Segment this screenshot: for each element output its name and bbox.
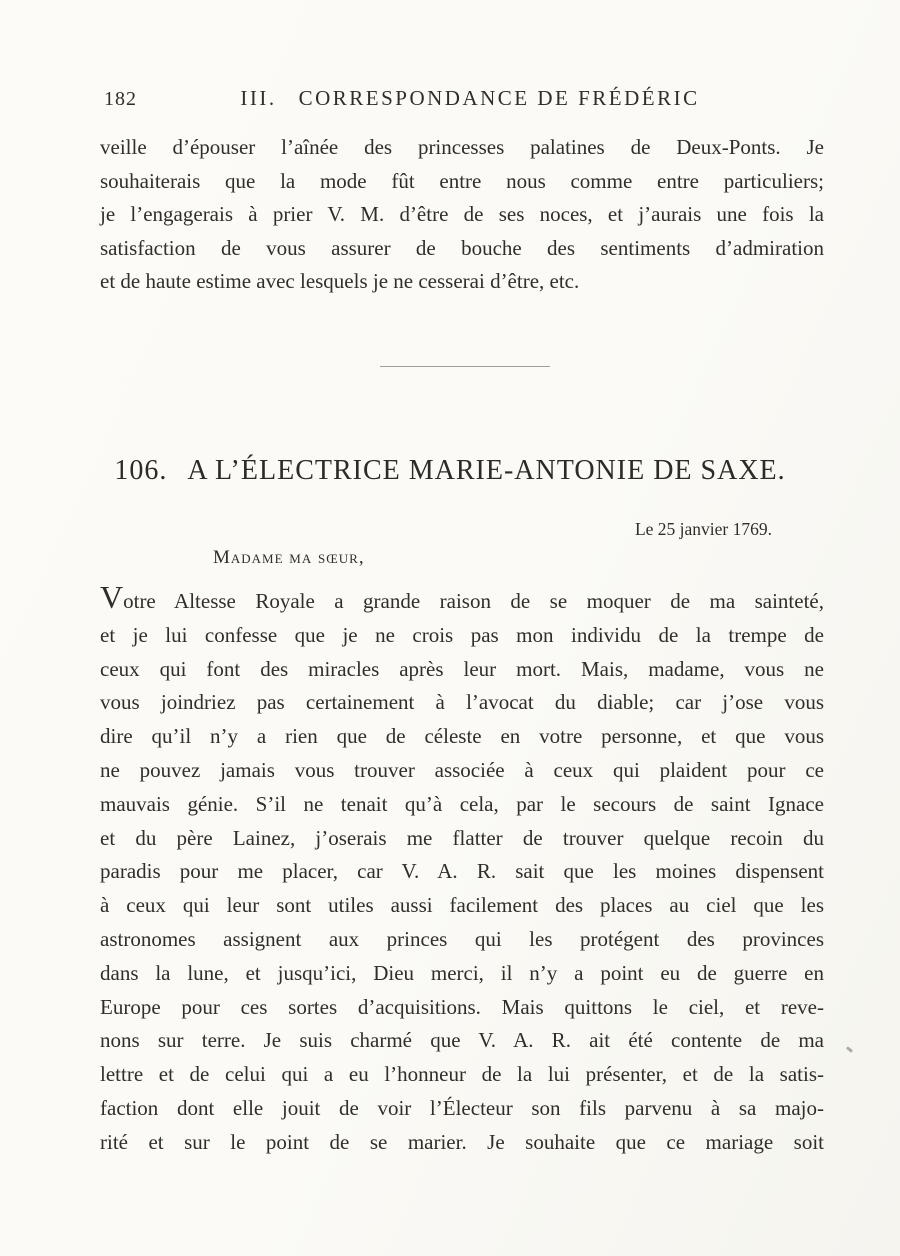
- letter-title: A L’ÉLECTRICE MARIE-ANTONIE DE SAXE.: [187, 455, 786, 486]
- text-line: Europe pour ces sortes d’acquisitions. Mais quittons le ciel, et reve-: [100, 994, 824, 1019]
- text-line: [100, 579, 824, 619]
- text-line: à ceux qui leur sont utiles aussi facilement des places au ciel que les: [100, 893, 824, 918]
- letter-salutation: Madame ma sœur,: [213, 547, 365, 568]
- text-line: et du père Lainez, j’oserais me flatter de trouver quelque recoin du: [100, 825, 824, 850]
- text-line: rité et sur le point de se marier. Je souhaite que ce mariage soit: [100, 1129, 824, 1154]
- text-line: souhaiterais que la mode fût entre nous comme entre particuliers;: [100, 168, 824, 193]
- text-line: mauvais génie. S’il ne tenait qu’à cela, par le secours de saint Ignace: [100, 791, 824, 816]
- previous-letter-closing: [100, 131, 824, 299]
- running-header: [0, 86, 900, 111]
- scan-artifact: [846, 1046, 853, 1053]
- text-line: dire qu’il n’y a rien que de céleste en votre personne, et que vous: [100, 724, 824, 749]
- text-line: dans la lune, et jusqu’ici, Dieu merci, il n’y a point eu de guerre en: [100, 960, 824, 985]
- letter-body: [100, 579, 824, 1160]
- text-line: ne pouvez jamais vous trouver associée à ceux qui plaident pour ce: [100, 757, 824, 782]
- first-line-text: otre Altesse Royale a grande raison de se moquer de ma sainteté,: [123, 589, 824, 613]
- text-line: veille d’épouser l’aînée des princesses palatines de Deux-Ponts. Je: [100, 135, 824, 159]
- text-line: lettre et de celui qui a eu l’honneur de la lui présenter, et de la satis-: [100, 1062, 824, 1087]
- running-header-title: CORRESPONDANCE DE FRÉDÉRIC: [298, 86, 700, 110]
- text-line: astronomes assignent aux princes qui les protégent des provinces: [100, 926, 824, 951]
- text-line: paradis pour me placer, car V. A. R. sait que les moines dispensent: [100, 859, 824, 884]
- section-divider-rule: [380, 366, 550, 367]
- drop-cap-initial: V: [100, 579, 124, 615]
- letter-date: Le 25 janvier 1769.: [634, 519, 772, 539]
- text-line: et je lui confesse que je ne crois pas mon individu de la trempe de: [100, 622, 824, 647]
- text-line: satisfaction de vous assurer de bouche des sentiments d’admiration: [100, 235, 824, 260]
- letter-number: 106.: [114, 455, 168, 486]
- text-line: et de haute estime avec lesquels je ne cesserai d’être, etc.: [100, 269, 580, 294]
- letter-heading: [0, 455, 900, 487]
- running-header-section: III.: [240, 86, 277, 110]
- text-line: faction dont elle jouit de voir l’Électeur son fils parvenu à sa majo-: [100, 1095, 824, 1120]
- text-line: je l’engagerais à prier V. M. d’être de ses noces, et j’aurais une fois la: [100, 202, 824, 227]
- text-line: nons sur terre. Je suis charmé que V. A. R. ait été contente de ma: [100, 1028, 824, 1053]
- text-line: ceux qui font des miracles après leur mort. Mais, madame, vous ne: [100, 656, 824, 681]
- text-line: vous joindriez pas certainement à l’avocat du diable; car j’ose vous: [100, 690, 824, 715]
- page-number: 182: [104, 88, 137, 110]
